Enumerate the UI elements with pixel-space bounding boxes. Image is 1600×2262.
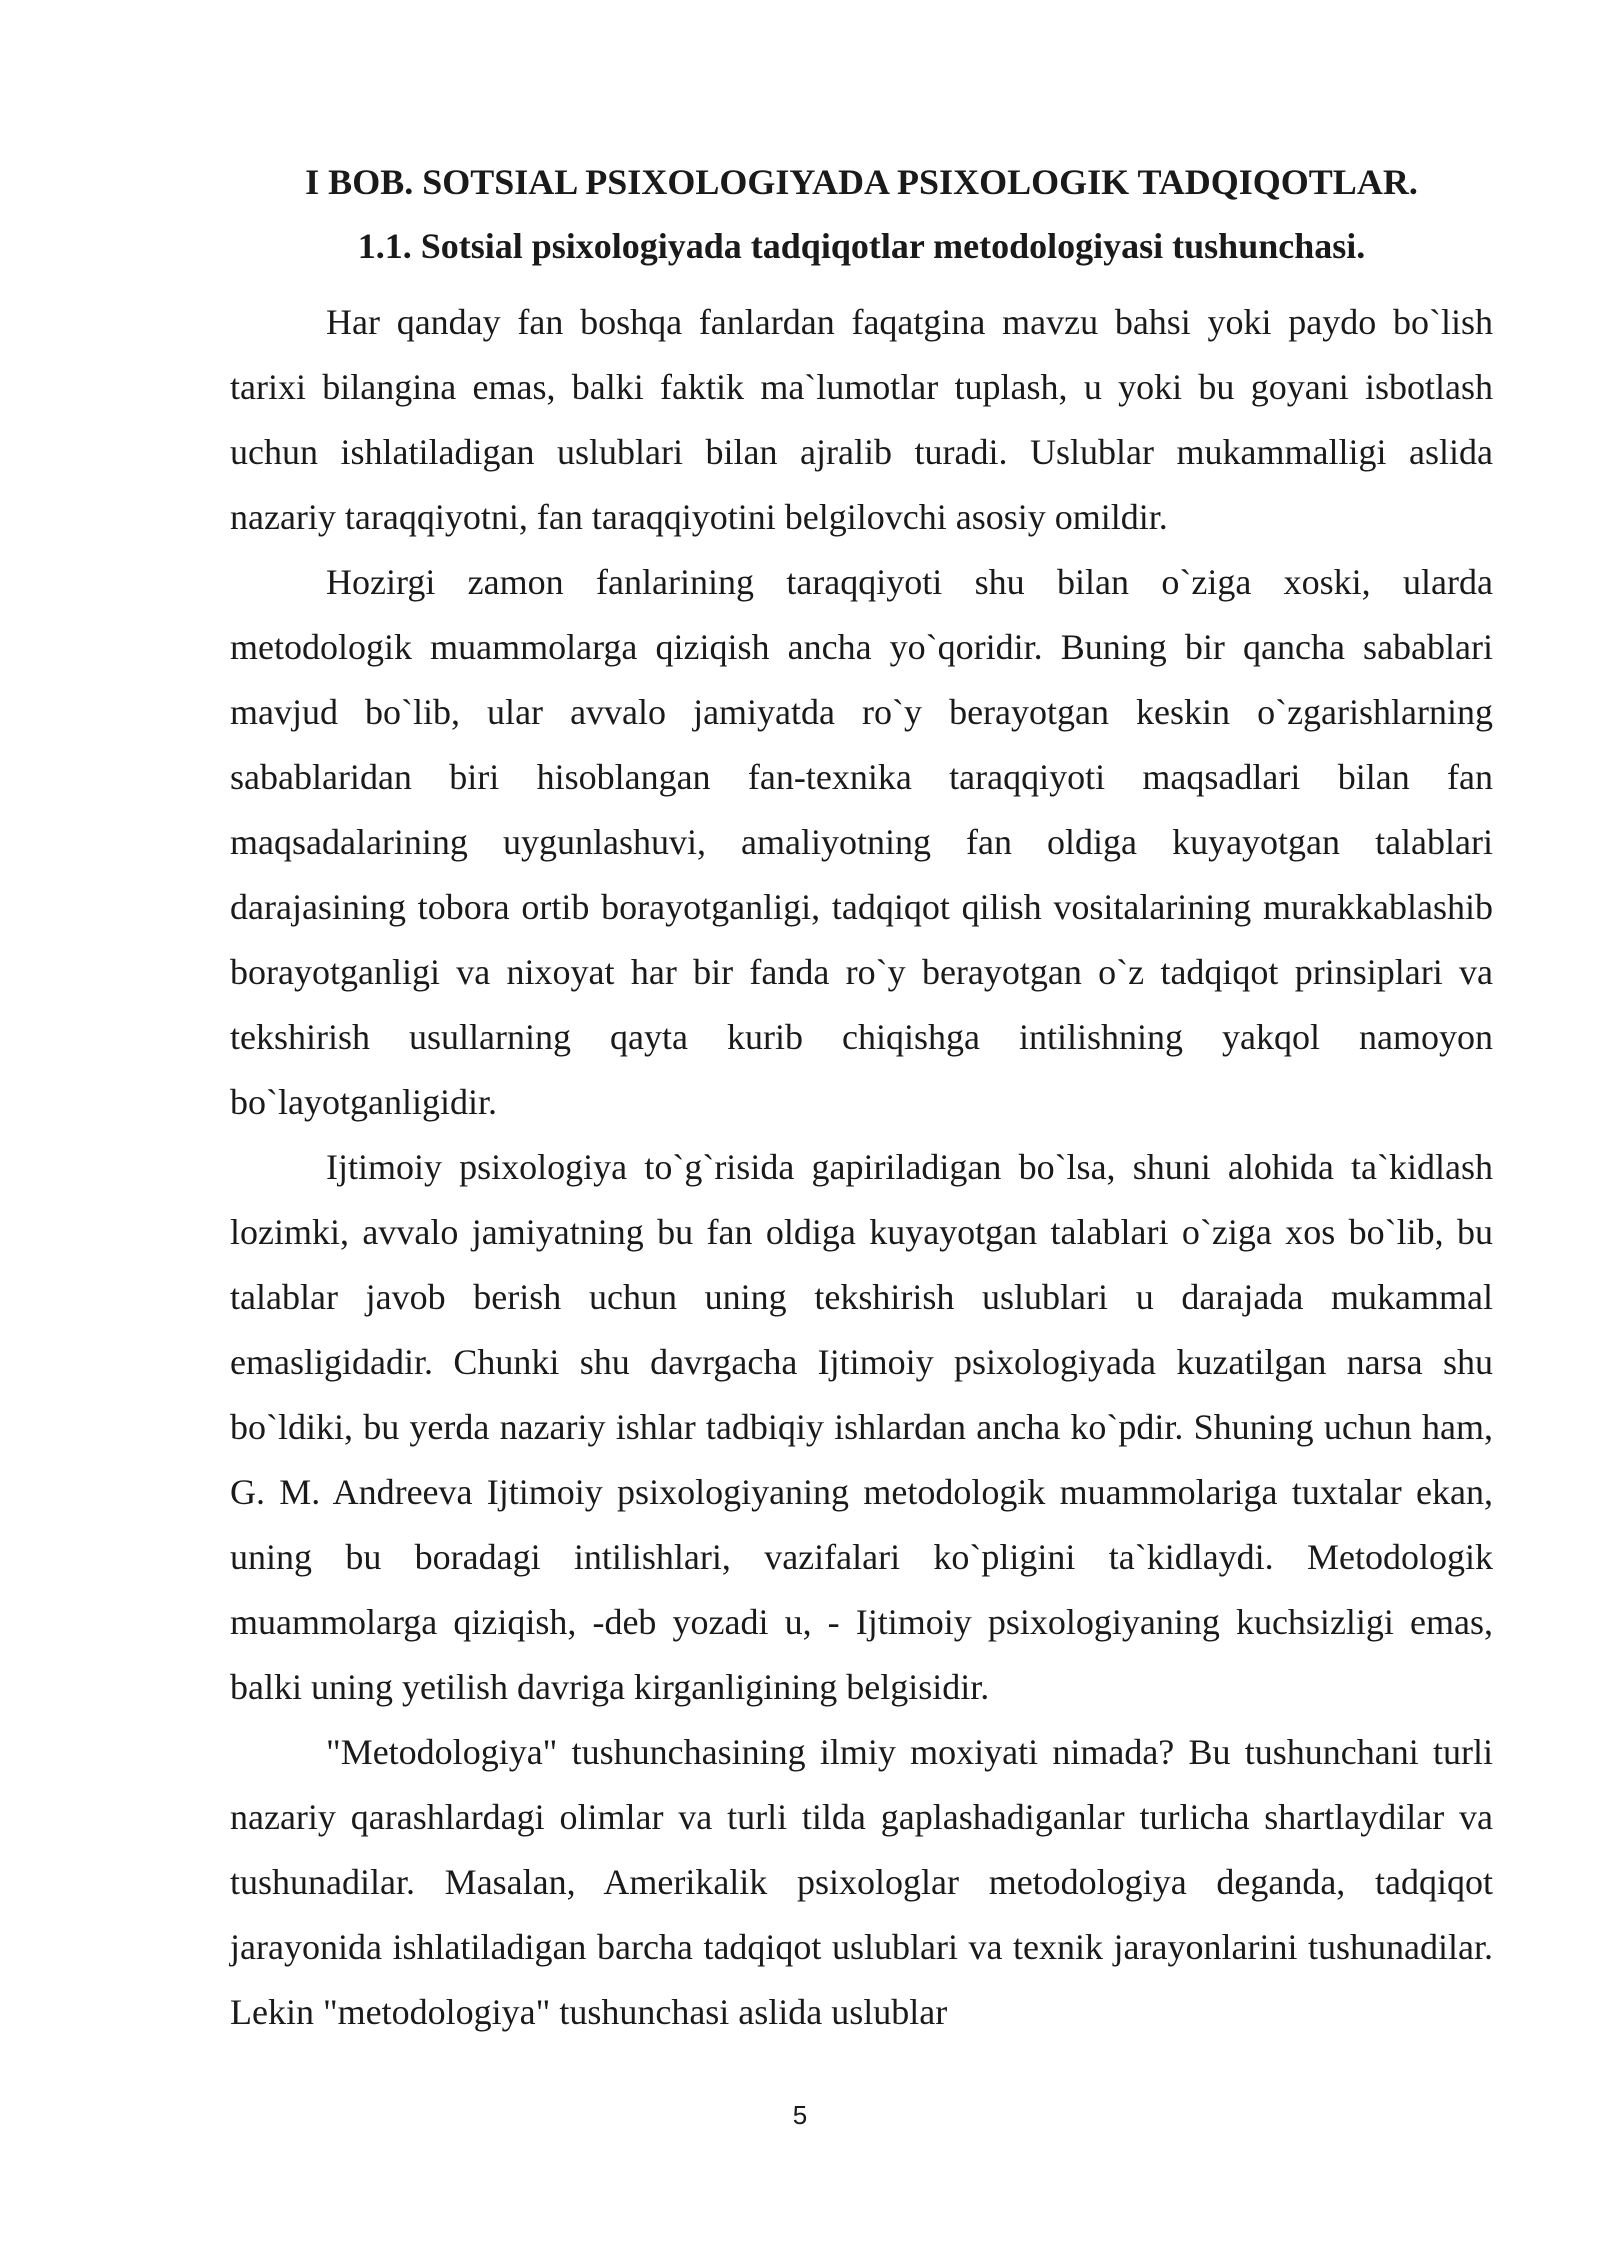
section-title	[230, 214, 1493, 278]
page-content	[230, 150, 1493, 2045]
paragraph-2: Hozirgi zamon fanlarining taraqqiyoti shu bilan o`ziga xoski, ularda metodologik muammolarga qiziqish ancha yo`qoridir. Buning bir qancha sabablari mavjud bo`lib, ular avvalo jamiyatda ro`y berayotgan keskin o`zgarishlarning sabablaridan biri hisoblangan fan-texnika taraqqiyoti maqsadlari bilan fan maqsadalarining uygunlashuvi, amaliyotning fan oldiga kuyayotgan talablari darajasining tobora ortib borayotganligi, tadqiqot qilish vositalarining murakkablashib borayotganligi va nixoyat har bir fanda ro`y berayotgan o`z tadqiqot prinsiplari va tekshirish usullarning qayta kurib chiqishga intilishning yakqol namoyon bo`layotganligidir.	[230, 562, 1493, 1122]
paragraph-1: Har qanday fan boshqa fanlardan faqatgina mavzu bahsi yoki paydo bo`lish tarixi bilangina emas, balki faktik ma`lumotlar tuplash, u yoki bu goyani isbotlash uchun ishlatiladigan uslublari bilan ajralib turadi. Uslublar mukammalligi aslida nazariy taraqqiyotni, fan taraqqiyotini belgilovchi asosiy omildir.	[230, 302, 1493, 537]
section-number: 1.1	[357, 226, 403, 266]
page-number: 5	[792, 2100, 808, 2130]
paragraph-4: "Metodologiya" tushunchasining ilmiy moxiyati nimada? Bu tushunchani turli nazariy qarashlardagi olimlar va turli tilda gaplashadiganlar turlicha shartlaydilar va tushunadilar. Masalan, Amerikalik psixologlar metodologiya deganda, tadqiqot jarayonida ishlatiladigan barcha tadqiqot uslublari va texnik jarayonlarini tushunadilar. Lekin "metodologiya" tushunchasi aslida uslublar	[230, 1732, 1493, 2032]
paragraph-3: Ijtimoiy psixologiya to`g`risida gapiriladigan bo`lsa, shuni alohida ta`kidlash lozimki, avvalo jamiyatning bu fan oldiga kuyayotgan talablari o`ziga xos bo`lib, bu talablar javob berish uchun uning tekshirish uslublari u darajada mukammal emasligidadir. Chunki shu davrgacha Ijtimoiy psixologiyada kuzatilgan narsa shu bo`ldiki, bu yerda nazariy ishlar tadbiqiy ishlardan ancha ko`pdir. Shuning uchun ham, G. M. Andreeva Ijtimoiy psixologiyaning metodologik muammolariga tuxtalar ekan, uning bu boradagi intilishlari, vazifalari ko`pligini ta`kidlaydi. Metodologik muammolarga qiziqish, -deb yozadi u, - Ijtimoiy psixologiyaning kuchsizligi emas, balki uning yetilish davriga kirganligining belgisidir.	[230, 1147, 1493, 1707]
section-title-text: . Sotsial psixologiyada tadqiqotlar metodologiyasi tushunchasi.	[402, 226, 1366, 266]
chapter-title: I BOB. SOTSIAL PSIXOLOGIYADA PSIXOLOGIK TADQIQOTLAR.	[305, 162, 1418, 202]
